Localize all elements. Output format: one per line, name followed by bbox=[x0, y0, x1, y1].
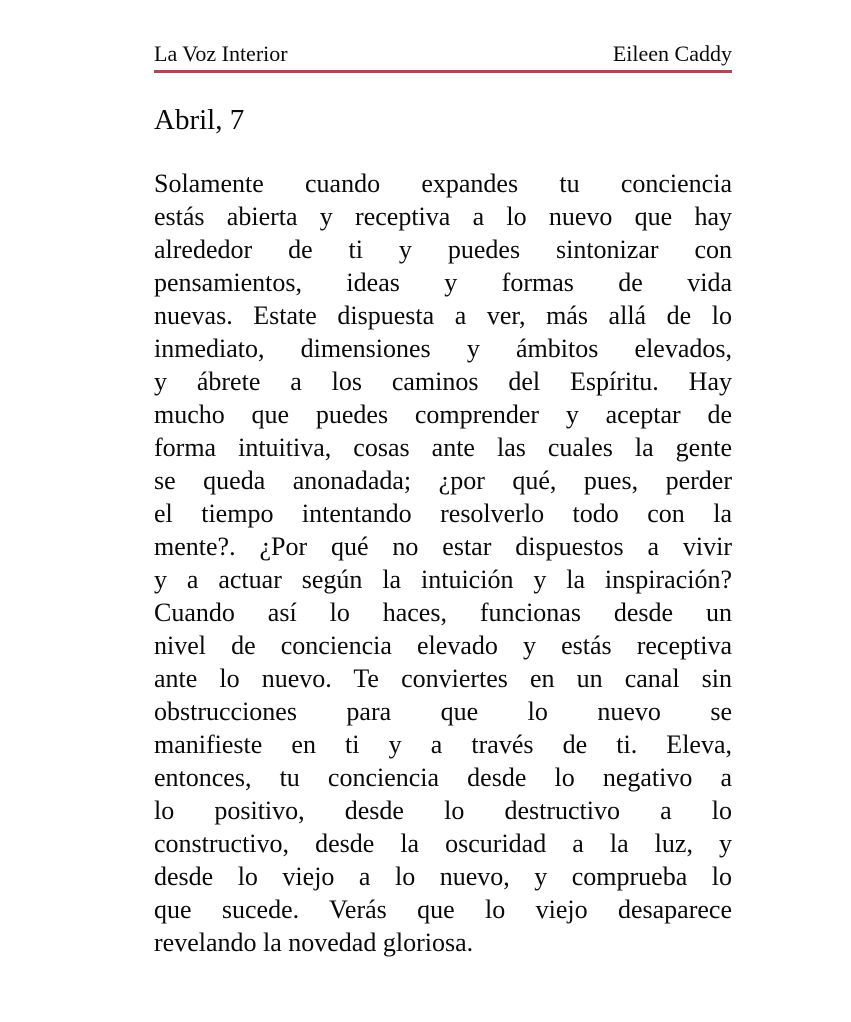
body-line: mente?. ¿Por qué no estar dispuestos a vivir bbox=[154, 532, 732, 561]
body-line: que sucede. Verás que lo viejo desaparece bbox=[154, 895, 732, 924]
page-header bbox=[154, 41, 732, 73]
body-line: Solamente cuando expandes tu conciencia bbox=[154, 169, 732, 198]
body-line: y ábrete a los caminos del Espíritu. Hay bbox=[154, 367, 732, 396]
body-line: revelando la novedad gloriosa. bbox=[154, 928, 474, 957]
body-line: nuevas. Estate dispuesta a ver, más allá de lo bbox=[154, 301, 732, 330]
date-heading: Abril, 7 bbox=[154, 104, 245, 136]
body-line: pensamientos, ideas y formas de vida bbox=[154, 268, 732, 297]
body-line: inmediato, dimensiones y ámbitos elevados, bbox=[154, 334, 732, 363]
body-line: forma intuitiva, cosas ante las cuales la gente bbox=[154, 433, 732, 462]
body-line: obstrucciones para que lo nuevo se bbox=[154, 697, 732, 726]
body-paragraph bbox=[154, 167, 732, 959]
body-line: ante lo nuevo. Te conviertes en un canal sin bbox=[154, 664, 732, 693]
body-line: mucho que puedes comprender y aceptar de bbox=[154, 400, 732, 429]
body-line: constructivo, desde la oscuridad a la luz, y bbox=[154, 829, 732, 858]
body-line: el tiempo intentando resolverlo todo con la bbox=[154, 499, 732, 528]
body-line: nivel de conciencia elevado y estás receptiva bbox=[154, 631, 732, 660]
body-line: estás abierta y receptiva a lo nuevo que hay bbox=[154, 202, 732, 231]
body-line: Cuando así lo haces, funcionas desde un bbox=[154, 598, 732, 627]
body-line: entonces, tu conciencia desde lo negativo a bbox=[154, 763, 732, 792]
author-name: Eileen Caddy bbox=[612, 41, 732, 66]
body-line: alrededor de ti y puedes sintonizar con bbox=[154, 235, 732, 264]
body-line: se queda anonadada; ¿por qué, pues, perder bbox=[154, 466, 732, 495]
body-line: lo positivo, desde lo destructivo a lo bbox=[154, 796, 732, 825]
body-line: manifieste en ti y a través de ti. Eleva, bbox=[154, 730, 732, 759]
body-line: desde lo viejo a lo nuevo, y comprueba lo bbox=[154, 862, 732, 891]
book-title: La Voz Interior bbox=[154, 41, 288, 66]
body-line: y a actuar según la intuición y la inspiración? bbox=[154, 565, 732, 594]
